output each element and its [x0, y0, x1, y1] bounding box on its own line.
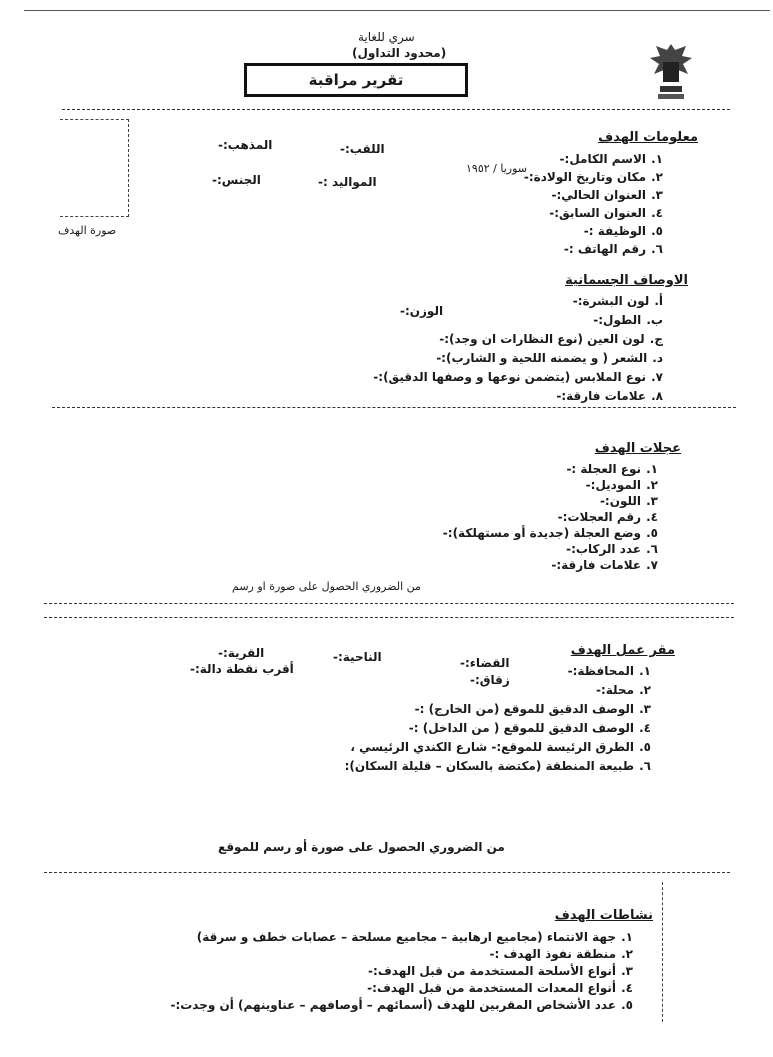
landmark-field-label: أقرب نقطة دالة:- [190, 662, 294, 676]
list-item [351, 717, 651, 736]
list-item [463, 202, 663, 220]
item-number: ٤. [651, 206, 663, 220]
item-number: ٨. [651, 389, 663, 403]
item-label: جهة الانتماء (مجاميع ارهابية – مجاميع مسلحة – عصابات خطف و سرقة) [196, 930, 617, 944]
list-item [398, 458, 658, 474]
item-label: علامات فارقة:- [551, 558, 642, 572]
item-label: طبيعة المنطقة (مكتضة بالسكان – قليلة السكان): [344, 759, 635, 773]
title-field-label: اللقب:- [340, 142, 385, 156]
physical-list [343, 290, 663, 404]
item-label: رقم الهاتف :- [563, 242, 647, 256]
activities-frame [662, 882, 663, 1022]
item-label: علامات فارقة:- [556, 389, 647, 403]
item-label: وضع العجلة (جديدة أو مستهلكة):- [442, 526, 642, 540]
divider [44, 617, 734, 618]
item-label: لون العين (نوع النظارات ان وجد):- [439, 332, 645, 346]
birth-year-field-label: المواليد :- [318, 175, 377, 189]
item-number: ٢. [651, 170, 663, 184]
photo-label: صورة الهدف [58, 224, 117, 237]
item-number: ٣. [646, 494, 658, 508]
list-item [398, 490, 658, 506]
item-number: ٤. [639, 721, 651, 735]
list-item [463, 238, 663, 256]
item-number: د. [652, 351, 663, 365]
sect-field-label: المذهب:- [218, 138, 273, 152]
vehicles-list [398, 458, 658, 570]
item-label: المحافظة:- [567, 664, 635, 678]
item-number: ٣. [621, 964, 633, 978]
item-label: منطقة نفوذ الهدف :- [489, 947, 617, 961]
vehicles-note: من الضروري الحصول على صورة او رسم [232, 580, 421, 593]
item-label: الوظيفة :- [583, 224, 647, 238]
activities-list [170, 926, 633, 1012]
gender-field-label: الجنس:- [212, 173, 261, 187]
alley-field-label: زقاق:- [470, 673, 510, 687]
classification-label: سري للغاية [358, 30, 415, 44]
restricted-label: (محدود التداول) [352, 46, 447, 60]
item-label: الوصف الدقيق للموقع ( من الداخل) :- [408, 721, 635, 735]
item-label: العنوان السابق:- [549, 206, 647, 220]
list-item [343, 347, 663, 366]
top-rule [24, 10, 770, 11]
list-item [343, 290, 663, 309]
list-item [398, 538, 658, 554]
item-number: ٥. [646, 526, 658, 540]
section-heading-vehicles: عجلات الهدف [594, 441, 681, 456]
list-item [213, 977, 633, 994]
item-number: ٥. [621, 998, 633, 1012]
list-item [343, 309, 663, 328]
list-item [213, 960, 633, 977]
item-label: الطرق الرئيسة للموقع:- شارع الكندي الرئيسي ، [350, 740, 635, 754]
section-heading-physical: الاوصاف الجسمانية [565, 273, 688, 288]
subdistrict-field-label: الناحية:- [333, 650, 382, 664]
list-item [343, 366, 663, 385]
item-label: نوع الملابس (يتضمن نوعها و وصفها الدقيق):- [373, 370, 647, 384]
divider [62, 109, 730, 110]
item-number: ٤. [621, 981, 633, 995]
item-label: الطول:- [593, 313, 642, 327]
list-item [398, 506, 658, 522]
item-number: ٢. [646, 478, 658, 492]
photo-placeholder [60, 119, 129, 217]
item-number: ١. [646, 462, 658, 476]
item-number: ٥. [651, 224, 663, 238]
item-label: اللون:- [599, 494, 642, 508]
item-number: ٦. [651, 242, 663, 256]
item-number: ٦. [646, 542, 658, 556]
item-label: لون البشرة:- [572, 294, 650, 308]
list-item [170, 994, 633, 1012]
list-item [398, 474, 658, 490]
item-number: ١. [621, 930, 633, 944]
item-label: العنوان الحالي:- [551, 188, 647, 202]
item-number: ١. [651, 152, 663, 166]
section-heading-workplace: مقر عمل الهدف [570, 643, 675, 658]
divider [52, 407, 736, 408]
divider [44, 872, 730, 873]
item-label: عدد الركاب:- [566, 542, 642, 556]
divider [44, 603, 734, 604]
item-label: أنواع الأسلحة المستخدمة من قبل الهدف:- [368, 964, 617, 978]
item-label: عدد الأشخاص المقربين للهدف (أسمائهم – أوصافهم – عناوينهم) أن وجدت:- [170, 998, 617, 1012]
item-label: الاسم الكامل:- [559, 152, 647, 166]
list-item [213, 943, 633, 960]
village-field-label: القرية:- [218, 646, 265, 660]
item-label: أنواع المعدات المستخدمة من قبل الهدف:- [367, 981, 617, 995]
item-number: ج. [649, 332, 663, 346]
report-title: تقرير مراقبة [244, 63, 468, 97]
item-label: الوصف الدقيق للموقع (من الخارج) :- [414, 702, 635, 716]
item-number: أ. [654, 294, 663, 308]
list-item [343, 385, 663, 404]
item-number: ٢. [639, 683, 651, 697]
item-label: محلة:- [595, 683, 635, 697]
item-number: ب. [646, 313, 663, 327]
item-number: ٣. [639, 702, 651, 716]
list-item [398, 554, 658, 570]
list-item [463, 220, 663, 238]
item-number: ٦. [639, 759, 651, 773]
item-number: ٣. [651, 188, 663, 202]
item-number: ١. [639, 664, 651, 678]
weight-field-label: الوزن:- [400, 304, 444, 318]
list-item [343, 328, 663, 347]
list-item [344, 755, 651, 774]
item-number: ٧. [651, 370, 663, 384]
item-number: ٢. [621, 947, 633, 961]
item-label: الموديل:- [585, 478, 642, 492]
item-label: مكان وتاريخ الولادة:- [523, 170, 647, 184]
state-emblem-icon [648, 40, 694, 102]
birth-value: سوريا / ١٩٥٢ [466, 162, 527, 175]
item-number: ٥. [639, 740, 651, 754]
section-heading-target-info: معلومات الهدف [598, 130, 698, 145]
list-item [463, 184, 663, 202]
list-item [196, 926, 633, 944]
district-field-label: القضاء:- [460, 656, 510, 670]
section-heading-activities: نشاطات الهدف [554, 908, 653, 923]
item-number: ٤. [646, 510, 658, 524]
workplace-note: من الضروري الحصول على صورة أو رسم للموقع [218, 840, 505, 854]
item-label: رقم العجلات:- [557, 510, 642, 524]
item-label: الشعر ( و يضمنه اللحية و الشارب):- [436, 351, 648, 365]
item-number: ٧. [646, 558, 658, 572]
list-item [398, 522, 658, 538]
list-item [351, 736, 651, 755]
list-item [351, 698, 651, 717]
item-label: نوع العجلة :- [566, 462, 642, 476]
